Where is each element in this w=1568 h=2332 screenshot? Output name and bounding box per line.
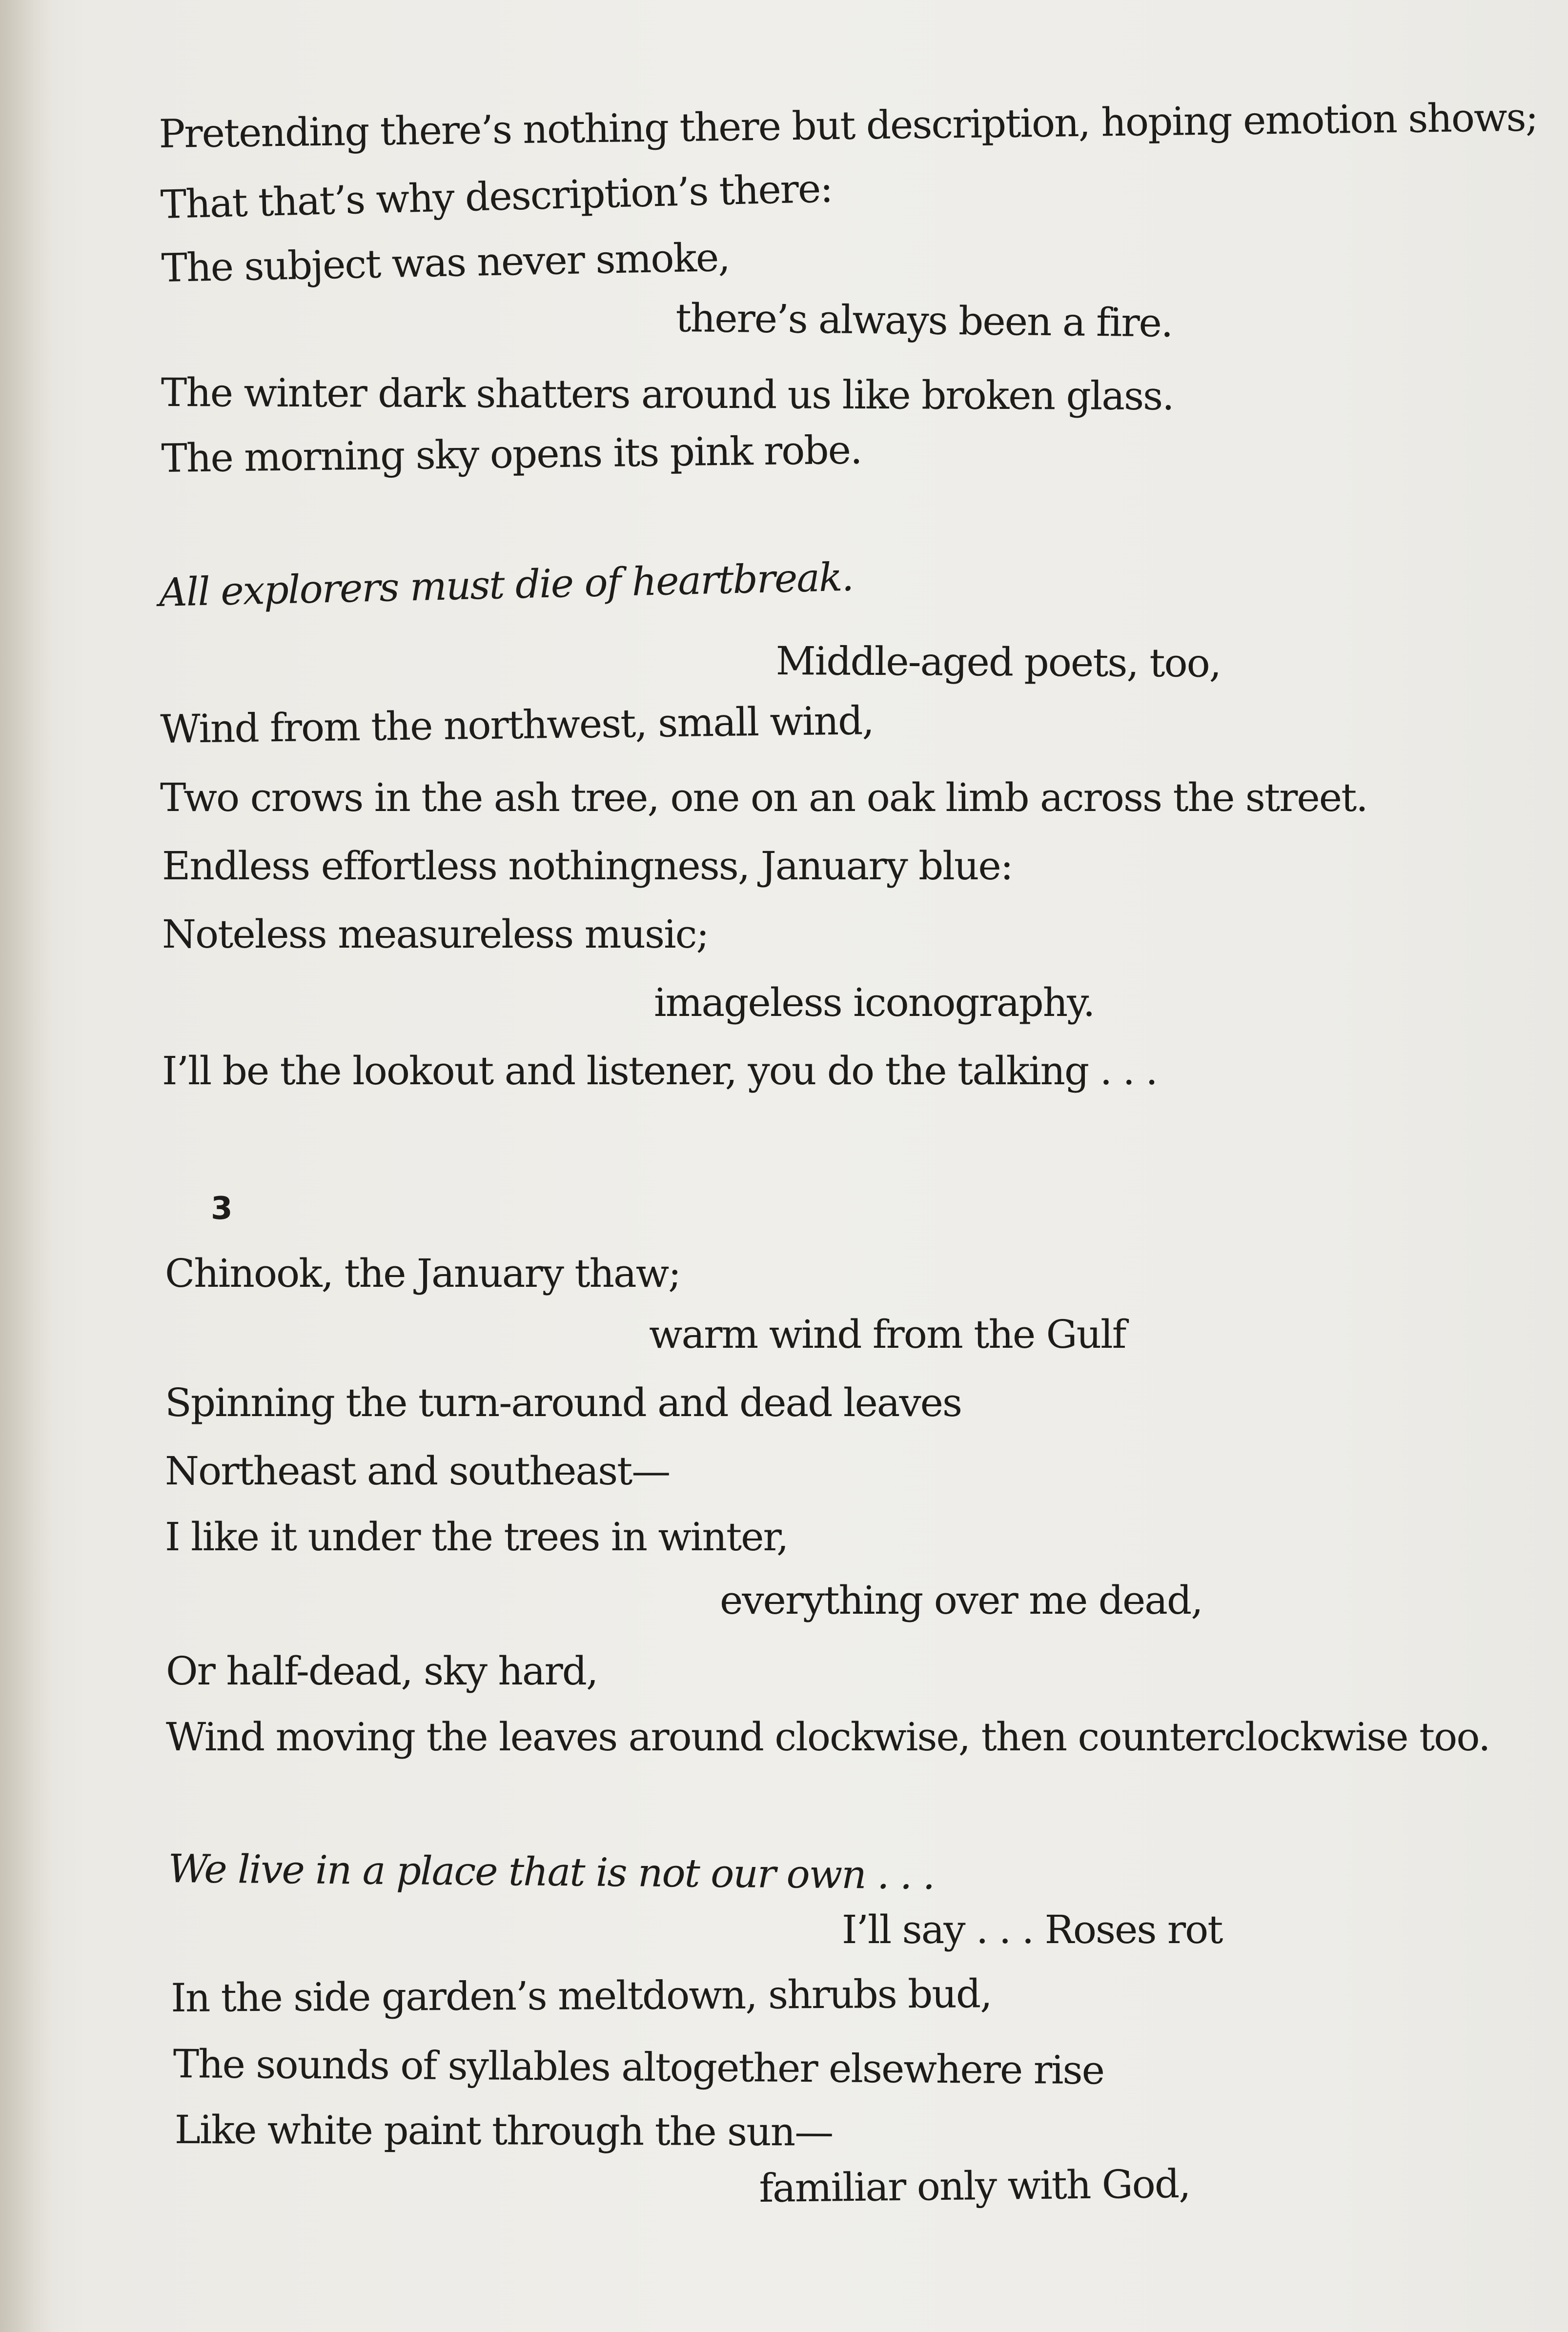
poem-line: Northeast and southeast— (165, 1448, 670, 1494)
poem-line: I’ll be the lookout and listener, you do the talking . . . (162, 1048, 1157, 1094)
poem-line: there’s always been a fire. (675, 295, 1173, 346)
poem-line: I like it under the trees in winter, (165, 1514, 788, 1560)
poem-line: Wind moving the leaves around clockwise, then counterclockwise too. (166, 1714, 1490, 1760)
poem-line: Spinning the turn-around and dead leaves (165, 1380, 962, 1425)
poem-line: Pretending there’s nothing there but description, hoping emotion shows; (158, 94, 1538, 157)
poem-line: The winter dark shatters around us like broken glass. (161, 370, 1174, 419)
page-gutter-shadow (0, 0, 54, 2332)
poem-line: The morning sky opens its pink robe. (161, 427, 862, 481)
poem-line: Like white paint through the sun— (174, 2107, 833, 2155)
poem-line: Endless effortless nothingness, January blue: (162, 843, 1013, 889)
poem-line: familiar only with God, (758, 2161, 1190, 2211)
poem-line: The subject was never smoke, (161, 234, 730, 291)
poem-line: The sounds of syllables altogether elsewhere rise (173, 2041, 1104, 2093)
poem-line: I’ll say . . . Roses rot (842, 1907, 1222, 1952)
poem-line: That that’s why description’s there: (160, 165, 833, 227)
poem-line: everything over me dead, (720, 1578, 1202, 1623)
poem-line: Noteless measureless music; (162, 912, 709, 957)
poem-line-italic: All explorers must die of heartbreak. (158, 554, 854, 615)
poem-line: In the side garden’s meltdown, shrubs bud, (170, 1971, 992, 2021)
poem-line: warm wind from the Gulf (649, 1312, 1126, 1357)
poem-line: Chinook, the January thaw; (165, 1251, 681, 1296)
poem-line-italic: We live in a place that is not our own . . . (168, 1846, 935, 1898)
poem-line: Or half-dead, sky hard, (166, 1648, 598, 1694)
poem-line: Wind from the northwest, small wind, (160, 698, 874, 752)
poem-line: imageless iconography. (654, 980, 1095, 1025)
section-number: 3 (211, 1191, 233, 1227)
poem-line: Two crows in the ash tree, one on an oak limb across the street. (160, 775, 1367, 820)
poem-line: Middle-aged poets, too, (775, 638, 1221, 686)
